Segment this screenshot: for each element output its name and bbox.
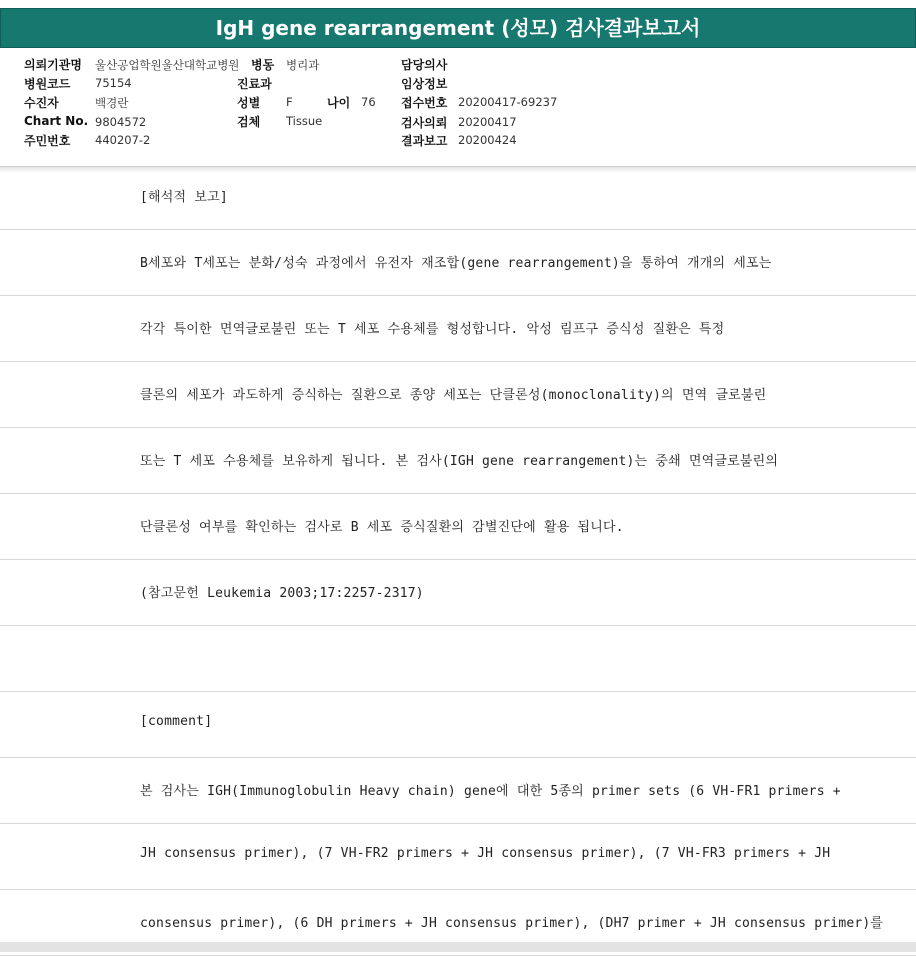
bottom-scroll-strip[interactable] (0, 942, 916, 952)
report-date-label: 결과보고 (401, 134, 448, 148)
report-line (0, 626, 916, 692)
receipt-no-value: 20200417-69237 (458, 95, 558, 109)
sex-value: F (286, 95, 293, 109)
report-line (0, 824, 916, 890)
header-shadow (0, 167, 916, 173)
report-line-text: 클론의 세포가 과도하게 증식하는 질환으로 종양 세포는 단클론성(monoclonality)의 면역 글로불린 (140, 388, 767, 403)
sex-label: 성별 (237, 96, 261, 110)
hospital-code-label: 병원코드 (24, 77, 71, 91)
resident-no-label: 주민번호 (24, 134, 71, 148)
ward-value: 병리과 (286, 58, 320, 72)
report-line (0, 296, 916, 362)
report-line (0, 494, 916, 560)
age-label: 나이 (327, 96, 351, 110)
request-date-value: 20200417 (458, 115, 517, 129)
report-line (0, 428, 916, 494)
report-line-text: [해석적 보고] (140, 190, 228, 205)
chart-no-label: Chart No. (24, 114, 89, 128)
patient-info-header (0, 50, 916, 167)
receipt-no-label: 접수번호 (401, 96, 448, 110)
institution-value: 울산공업학원울산대학교병원 (95, 58, 240, 72)
report-line (0, 692, 916, 758)
report-date-value: 20200424 (458, 133, 517, 147)
report-line-text: 단클론성 여부를 확인하는 검사로 B 세포 증식질환의 감별진단에 활용 됩니다. (140, 520, 624, 535)
report-title: IgH gene rearrangement (성모) 검사결과보고서 (0, 8, 916, 48)
report-body (0, 164, 916, 956)
age-value: 76 (361, 95, 376, 109)
report-line (0, 230, 916, 296)
request-date-label: 검사의뢰 (401, 116, 448, 130)
report-line (0, 164, 916, 230)
ward-label: 병동 (251, 58, 275, 72)
report-line (0, 560, 916, 626)
report-line-text: (참고문헌 Leukemia 2003;17:2257-2317) (140, 586, 424, 601)
resident-no-value: 440207-2 (95, 133, 151, 147)
chart-no-value: 9804572 (95, 115, 147, 129)
report-line-text: B세포와 T세포는 분화/성숙 과정에서 유전자 재조합(gene rearrangement)을 통하여 개개의 세포는 (140, 256, 772, 271)
hospital-code-value: 75154 (95, 76, 132, 90)
report-line (0, 758, 916, 824)
doctor-label: 담당의사 (401, 58, 448, 72)
institution-label: 의뢰기관명 (24, 58, 82, 72)
report-line-text: 본 검사는 IGH(Immunoglobulin Heavy chain) gene에 대한 5종의 primer sets (6 VH-FR1 primers + (140, 784, 841, 799)
report-line-text: consensus primer), (6 DH primers + JH consensus primer), (DH7 primer + JH consensus primer)를 (140, 916, 884, 931)
report-line-text: 각각 특이한 면역글로불린 또는 T 세포 수용체를 형성합니다. 악성 림프구 증식성 질환은 특정 (140, 322, 725, 337)
report-line-text: JH consensus primer), (7 VH-FR2 primers + JH consensus primer), (7 VH-FR3 primers + JH (140, 846, 831, 861)
report-line (0, 362, 916, 428)
specimen-value: Tissue (286, 114, 323, 128)
report-line-text: [comment] (140, 714, 213, 729)
patient-value: 백경란 (95, 96, 129, 110)
report-line-text: 또는 T 세포 수용체를 보유하게 됩니다. 본 검사(IGH gene rearrangement)는 중쇄 면역글로불린의 (140, 454, 779, 469)
specimen-label: 검체 (237, 115, 261, 129)
patient-label: 수진자 (24, 96, 59, 110)
department-label: 진료과 (237, 77, 272, 91)
clinical-info-label: 임상정보 (401, 77, 448, 91)
